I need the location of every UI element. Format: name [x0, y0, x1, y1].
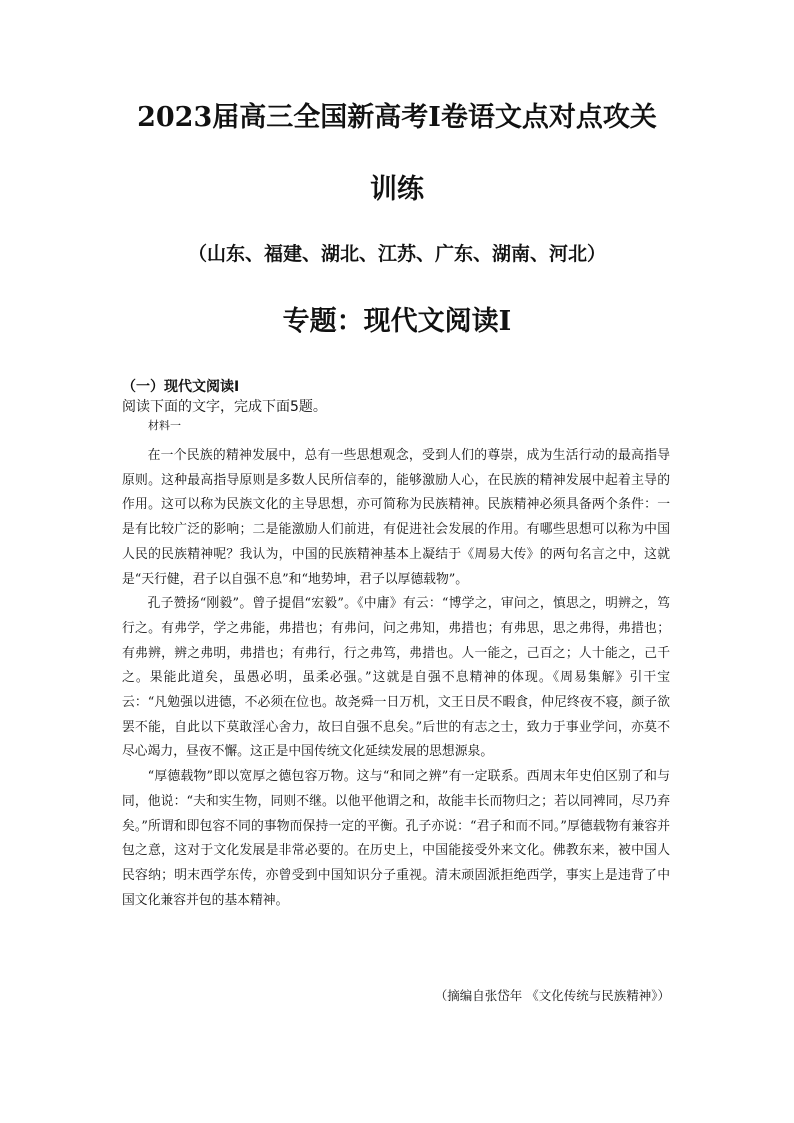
material-label: 材料一 — [148, 419, 181, 432]
section-heading: （一）现代文阅读Ⅰ — [122, 379, 240, 395]
passage-body — [122, 444, 670, 913]
passage-source-citation: （摘编自张岱年 《文化传统与民族精神》） — [434, 988, 670, 1003]
passage-paragraph: 孔子赞扬“刚毅”。曾子提倡“宏毅”。《中庸》有云：“博学之，审问之，慎思之，明辨之，笃行之。有弗学，学之弗能，弗措也；有弗问，问之弗知，弗措也；有弗思，思之弗得，弗措也；有弗辨，辨之弗明，弗措也；有弗行，行之弗笃，弗措也。人一能之，己百之；人十能之，己千之。果能此道矣，虽愚必明，虽柔必强。”这就是自强不息精神的体现。《周易集解》引干宝云：“凡勉强以进德，不必须在位也。故尧舜一日万机，文王日昃不暇食，仲尼终夜不寝，颜子欲罢不能，自此以下莫敢淫心舍力，故曰自强不息矣。”后世的有志之士，致力于事业学问，亦莫不尽心竭力，昼夜不懈。这正是中国传统文化延续发展的思想源泉。 — [122, 596, 670, 760]
reading-instruction: 阅读下面的文字，完成下面5题。 — [122, 399, 327, 415]
topic-heading: 专题：现代文阅读Ⅰ — [282, 306, 512, 337]
passage-paragraph: 在一个民族的精神发展中，总有一些思想观念，受到人们的尊崇，成为生活行动的最高指导原则。这种最高指导原则是多数人民所信奉的，能够激励人心，在民族的精神发展中起着主导的作用。这可以称为民族文化的主导思想，亦可简称为民族精神。民族精神必须具备两个条件：一是有比较广泛的影响；二是能激励人们前进，有促进社会发展的作用。有哪些思想可以称为中国人民的民族精神呢？我认为，中国的民族精神基本上凝结于《周易大传》的两句名言之中，这就是“天行健，君子以自强不息”和“地势坤，君子以厚德载物”。 — [122, 448, 670, 587]
document-title-line-2: 训练 — [370, 174, 424, 205]
document-subtitle-provinces: （山东、福建、湖北、江苏、广东、湖南、河北） — [187, 243, 606, 265]
passage-paragraph: “厚德载物”即以宽厚之德包容万物。这与“和同之辨”有一定联系。西周末年史伯区别了和与同，他说：“夫和实生物，同则不继。以他平他谓之和，故能丰长而物归之；若以同裨同，尽乃弃矣。”所谓和即包容不同的事物而保持一定的平衡。孔子亦说：“君子和而不同。”厚德载物有兼容并包之意，这对于文化发展是非常必要的。在历史上，中国能接受外来文化。佛教东来，被中国人民容纳；明末西学东传，亦曾受到中国知识分子重视。清末顽固派拒绝西学，事实上是违背了中国文化兼容并包的基本精神。 — [122, 769, 670, 908]
document-title-line-1: 2023届高三全国新高考Ⅰ卷语文点对点攻关 — [137, 102, 657, 133]
